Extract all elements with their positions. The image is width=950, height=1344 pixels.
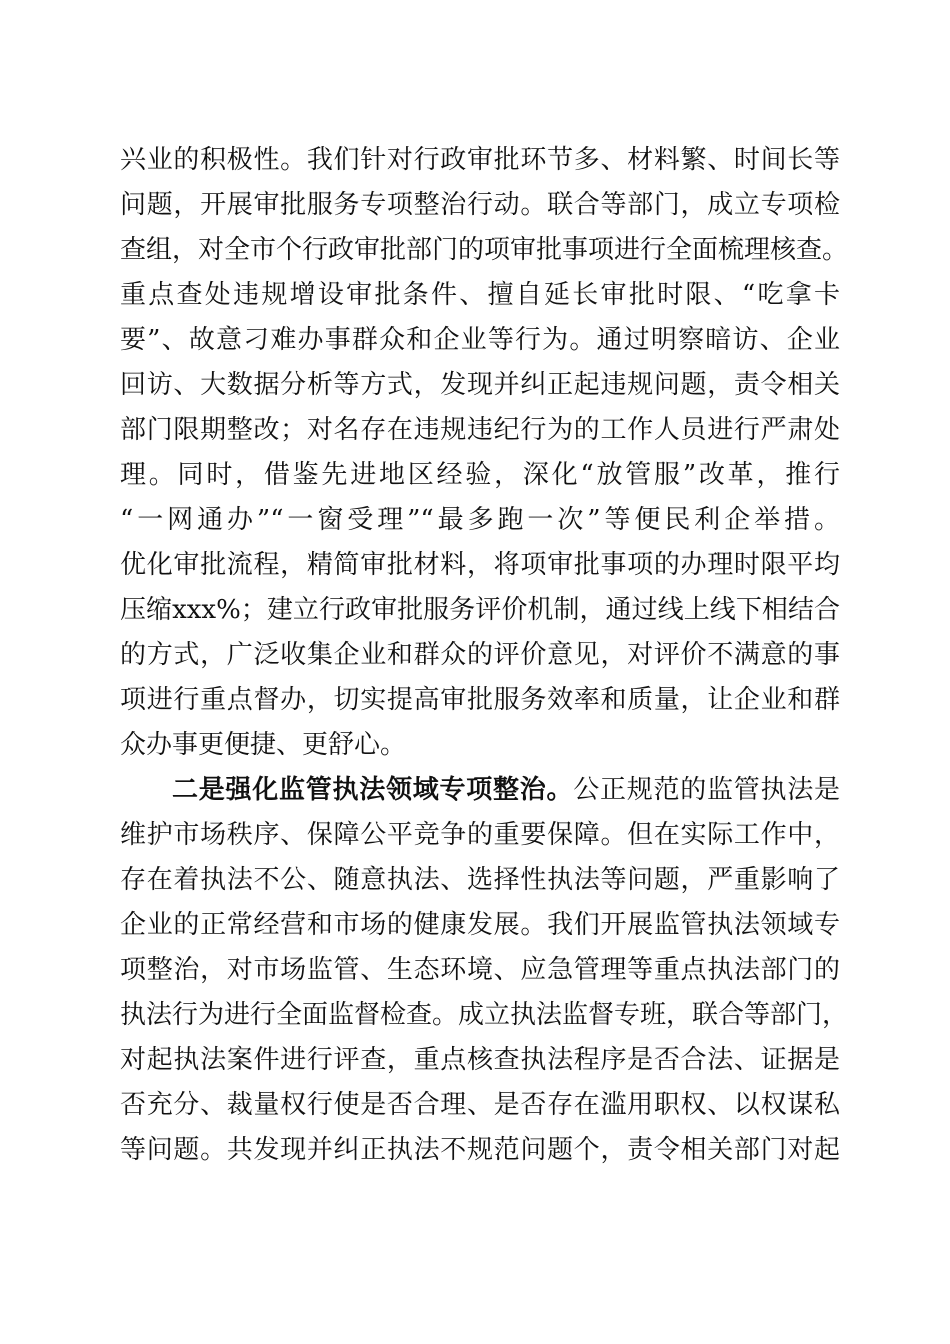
text-line: 理。同时，借鉴先进地区经验，深化“放管服”改革，推行	[120, 460, 840, 490]
text-line: 维护市场秩序、保障公平竞争的重要保障。但在实际工作中，	[120, 820, 840, 850]
section-heading: 二是强化监管执法领域专项整治。	[172, 775, 574, 805]
text-line: 否充分、裁量权行使是否合理、是否存在滥用职权、以权谋私	[120, 1090, 840, 1120]
text-line: 对起执法案件进行评查，重点核查执法程序是否合法、证据是	[120, 1045, 840, 1075]
text-run: 公正规范的监管执法是	[573, 775, 840, 805]
paragraph-enforcement-rectification	[120, 768, 849, 1173]
text-line: 众办事更便捷、更舒心。	[120, 730, 407, 760]
text-line: 查组，对全市个行政审批部门的项审批事项进行全面梳理核查。	[120, 235, 849, 265]
text-line: 问题，开展审批服务专项整治行动。联合等部门，成立专项检	[120, 190, 840, 220]
text-line: 存在着执法不公、随意执法、选择性执法等问题，严重影响了	[120, 865, 840, 895]
text-line: 要”、故意刁难办事群众和企业等行为。通过明察暗访、企业	[120, 325, 840, 355]
paragraph-approval-services	[120, 138, 849, 768]
text-line: 回访、大数据分析等方式，发现并纠正起违规问题，责令相关	[120, 370, 840, 400]
text-line: 重点查处违规增设审批条件、擅自延长审批时限、“吃拿卡	[120, 280, 840, 310]
text-line: 兴业的积极性。我们针对行政审批环节多、材料繁、时间长等	[120, 145, 840, 175]
text-line: 企业的正常经营和市场的健康发展。我们开展监管执法领域专	[120, 910, 840, 940]
text-line: 执法行为进行全面监督检查。成立执法监督专班，联合等部门，	[120, 1000, 849, 1030]
document-body	[120, 138, 849, 1173]
text-line: 部门限期整改；对名存在违规违纪行为的工作人员进行严肃处	[120, 415, 840, 445]
text-line: 压缩xxx%；建立行政审批服务评价机制，通过线上线下相结合	[120, 595, 840, 625]
text-line: 项整治，对市场监管、生态环境、应急管理等重点执法部门的	[120, 955, 840, 985]
text-line: “一网通办”“一窗受理”“最多跑一次”等便民利企举措。	[120, 505, 840, 535]
text-line: 优化审批流程，精简审批材料，将项审批事项的办理时限平均	[120, 550, 840, 580]
text-line: 项进行重点督办，切实提高审批服务效率和质量，让企业和群	[120, 685, 840, 715]
paragraph-first-line	[120, 768, 840, 813]
text-line: 的方式，广泛收集企业和群众的评价意见，对评价不满意的事	[120, 640, 840, 670]
text-line: 等问题。共发现并纠正执法不规范问题个，责令相关部门对起	[120, 1135, 840, 1165]
